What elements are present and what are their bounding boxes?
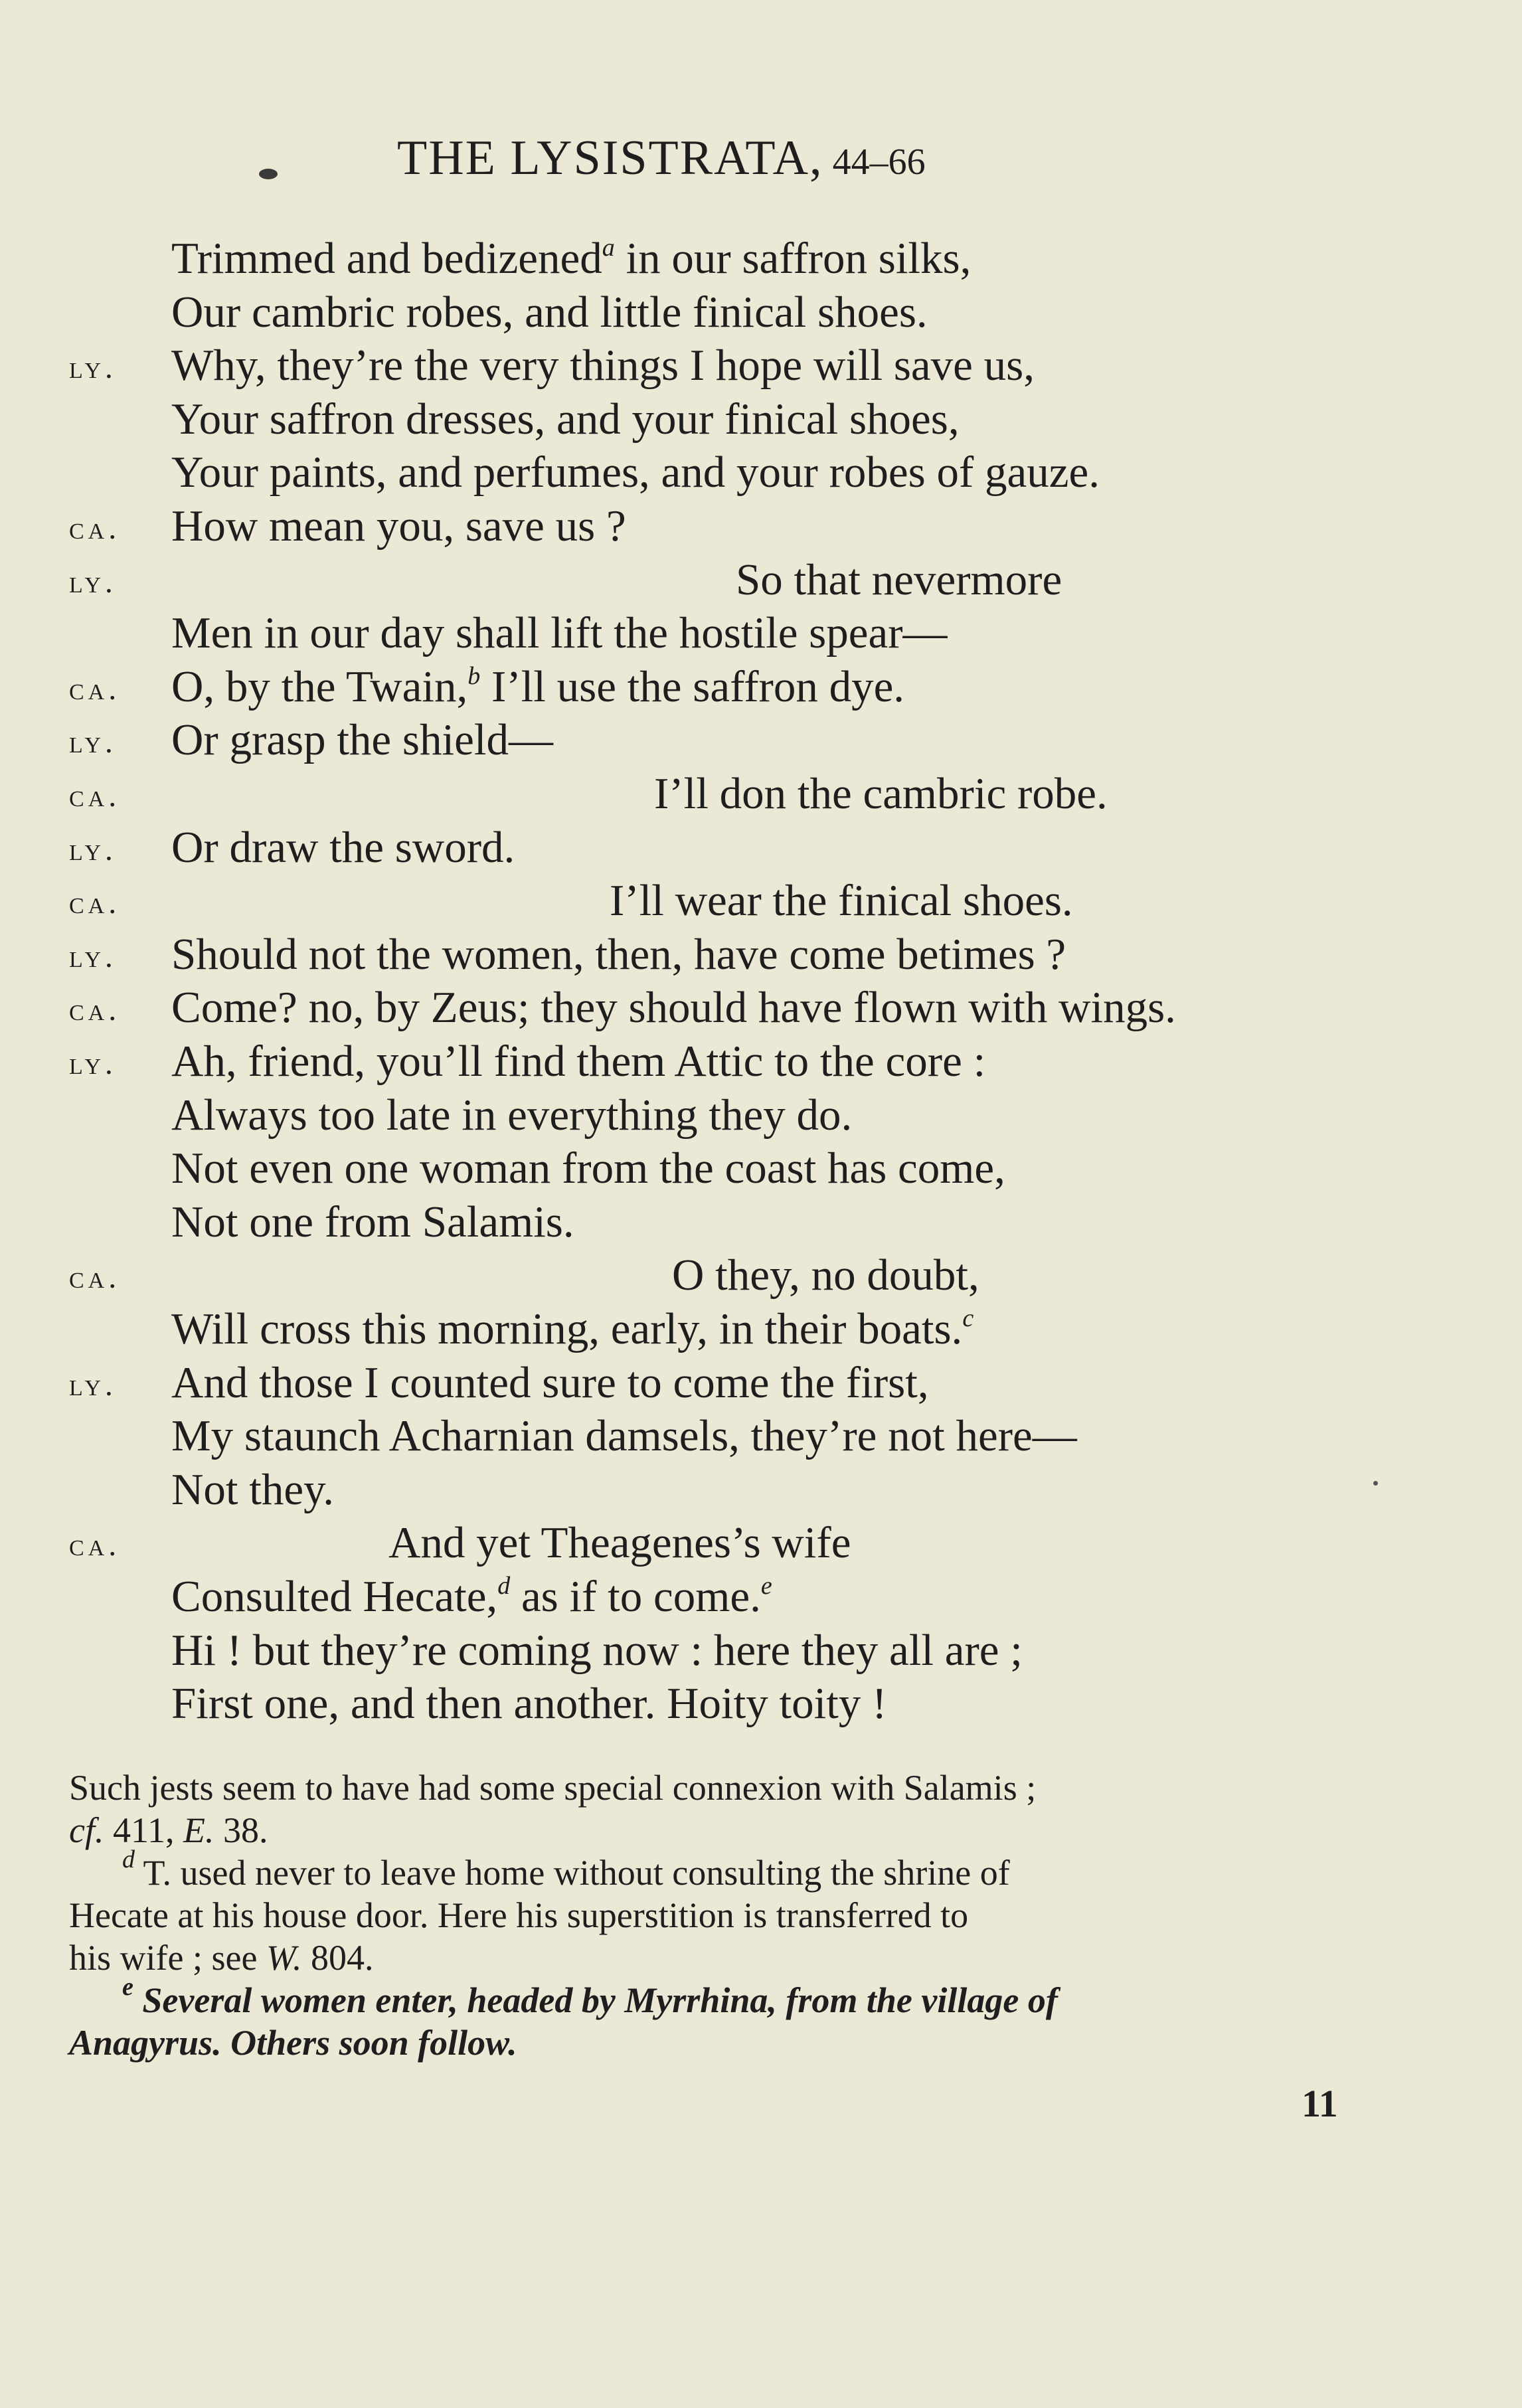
verse-text: Not they. — [171, 1464, 335, 1514]
speaker-label: ly. — [69, 1046, 117, 1081]
verse-line — [0, 1092, 1522, 1145]
verse-text: Consulted Hecate,$^d$ as if to come.$^e$ — [171, 1572, 772, 1621]
speaker-label: ca. — [69, 511, 121, 546]
footnote-ref: b — [467, 661, 481, 690]
verse-line — [0, 1359, 1522, 1413]
verse-text: How mean you, save us ? — [171, 501, 626, 551]
footnote-ref: d — [497, 1572, 511, 1600]
verse-line — [0, 877, 1522, 930]
verse-line — [0, 717, 1522, 770]
speaker-label: ly. — [69, 831, 117, 867]
verse-text: My staunch Acharnian damsels, they’re not here— — [171, 1411, 1077, 1461]
footnote-c-line: cf. 411, E. 38. — [69, 1810, 268, 1850]
verse-text: Will cross this morning, early, in their boats.$^c$ — [171, 1304, 974, 1353]
speaker-label: ca. — [69, 992, 121, 1028]
verse-line — [0, 824, 1522, 877]
footnote-d-line: his wife ; see W. 804. — [69, 1938, 374, 1978]
verse-line — [0, 449, 1522, 502]
speaker-label: ly. — [69, 1367, 117, 1403]
page-number: 11 — [1302, 2082, 1338, 2125]
verse-text: Ah, friend, you’ll find them Attic to the core : — [171, 1037, 986, 1086]
verse-text: Come? no, by Zeus; they should have flown with wings. — [171, 983, 1176, 1033]
verse-text: O they, no doubt, — [672, 1250, 979, 1300]
verse-text: Not even one woman from the coast has come, — [171, 1144, 1005, 1193]
speaker-label: ca. — [69, 1527, 121, 1563]
verse-line — [0, 1199, 1522, 1252]
verse-line — [0, 342, 1522, 395]
verse-line — [0, 1252, 1522, 1305]
verse-text: I’ll don the cambric robe. — [654, 769, 1108, 818]
verse-line — [0, 1680, 1522, 1733]
verse-text: I’ll wear the finical shoes. — [610, 876, 1073, 926]
footnote-e-line: Anagyrus. Others soon follow. — [69, 2023, 517, 2063]
footnote-ref: a — [602, 234, 615, 262]
page-speck — [1373, 1481, 1378, 1486]
verse-text: So that nevermore — [736, 555, 1062, 604]
verse-text: O, by the Twain,$^b$ I’ll use the saffron dye. — [171, 661, 905, 711]
speaker-label: ly. — [69, 564, 117, 600]
verse-line — [0, 984, 1522, 1037]
speaker-label: ca. — [69, 671, 121, 707]
footnote-ref: c — [962, 1304, 974, 1332]
line-range: 44–66 — [832, 141, 926, 183]
verse-line — [0, 610, 1522, 663]
verse-line — [0, 770, 1522, 823]
verse-line — [0, 1573, 1522, 1626]
verse-line — [0, 931, 1522, 984]
footnote-e-line: $^e$ Several women enter, headed by Myrrhina, from the village of — [122, 1973, 1058, 2020]
verse-text: Your paints, and perfumes, and your robes of gauze. — [171, 448, 1100, 497]
verse-line — [0, 1413, 1522, 1466]
ornament-mark — [259, 169, 278, 179]
verse-line — [0, 1466, 1522, 1519]
verse-line — [0, 396, 1522, 449]
verse-text: Or draw the sword. — [171, 822, 515, 872]
verse-line — [0, 289, 1522, 342]
verse-line — [0, 235, 1522, 288]
verse-text: And yet Theagenes’s wife — [388, 1518, 851, 1568]
verse-text: Men in our day shall lift the hostile spear— — [171, 608, 948, 658]
running-head — [397, 130, 926, 187]
verse-line — [0, 663, 1522, 717]
footnote-d-line: Hecate at his house door. Here his superstition is transferred to — [69, 1895, 969, 1935]
verse-text: First one, and then another. Hoity toity ! — [171, 1679, 887, 1729]
verse-line — [0, 1519, 1522, 1573]
verse-text: Your saffron dresses, and your finical shoes, — [171, 394, 960, 444]
verse-line — [0, 1145, 1522, 1198]
running-title: THE LYSISTRATA, — [397, 131, 823, 185]
speaker-label: ca. — [69, 1260, 121, 1296]
verse-text: Hi ! but they’re coming now : here they all are ; — [171, 1625, 1023, 1675]
verse-text: Should not the women, then, have come betimes ? — [171, 929, 1066, 979]
verse-text: Not one from Salamis. — [171, 1197, 574, 1247]
speaker-label: ly. — [69, 350, 117, 386]
verse-text: Or grasp the shield— — [171, 715, 553, 765]
verse-text: Always too late in everything they do. — [171, 1090, 853, 1140]
verse-line — [0, 1306, 1522, 1359]
speaker-label: ca. — [69, 778, 121, 814]
verse-text: Trimmed and bedizened$^a$ in our saffron silks, — [171, 234, 972, 283]
verse-text: And those I counted sure to come the first, — [171, 1357, 929, 1407]
speaker-label: ly. — [69, 938, 117, 974]
verse-line — [0, 557, 1522, 610]
verse-text: Why, they’re the very things I hope will save us, — [171, 341, 1035, 390]
verse-line — [0, 503, 1522, 556]
verse-line — [0, 1627, 1522, 1680]
footnote-d-line: $^d$ T. used never to leave home without consulting the shrine of — [122, 1846, 1010, 1893]
speaker-label: ly. — [69, 725, 117, 760]
footnote-ref: e — [760, 1572, 772, 1600]
footnote-c-line: Such jests seem to have had some special connexion with Salamis ; — [69, 1768, 1037, 1808]
verse-text: Our cambric robes, and little finical shoes. — [171, 287, 928, 337]
verse-line — [0, 1038, 1522, 1091]
speaker-label: ca. — [69, 885, 121, 921]
